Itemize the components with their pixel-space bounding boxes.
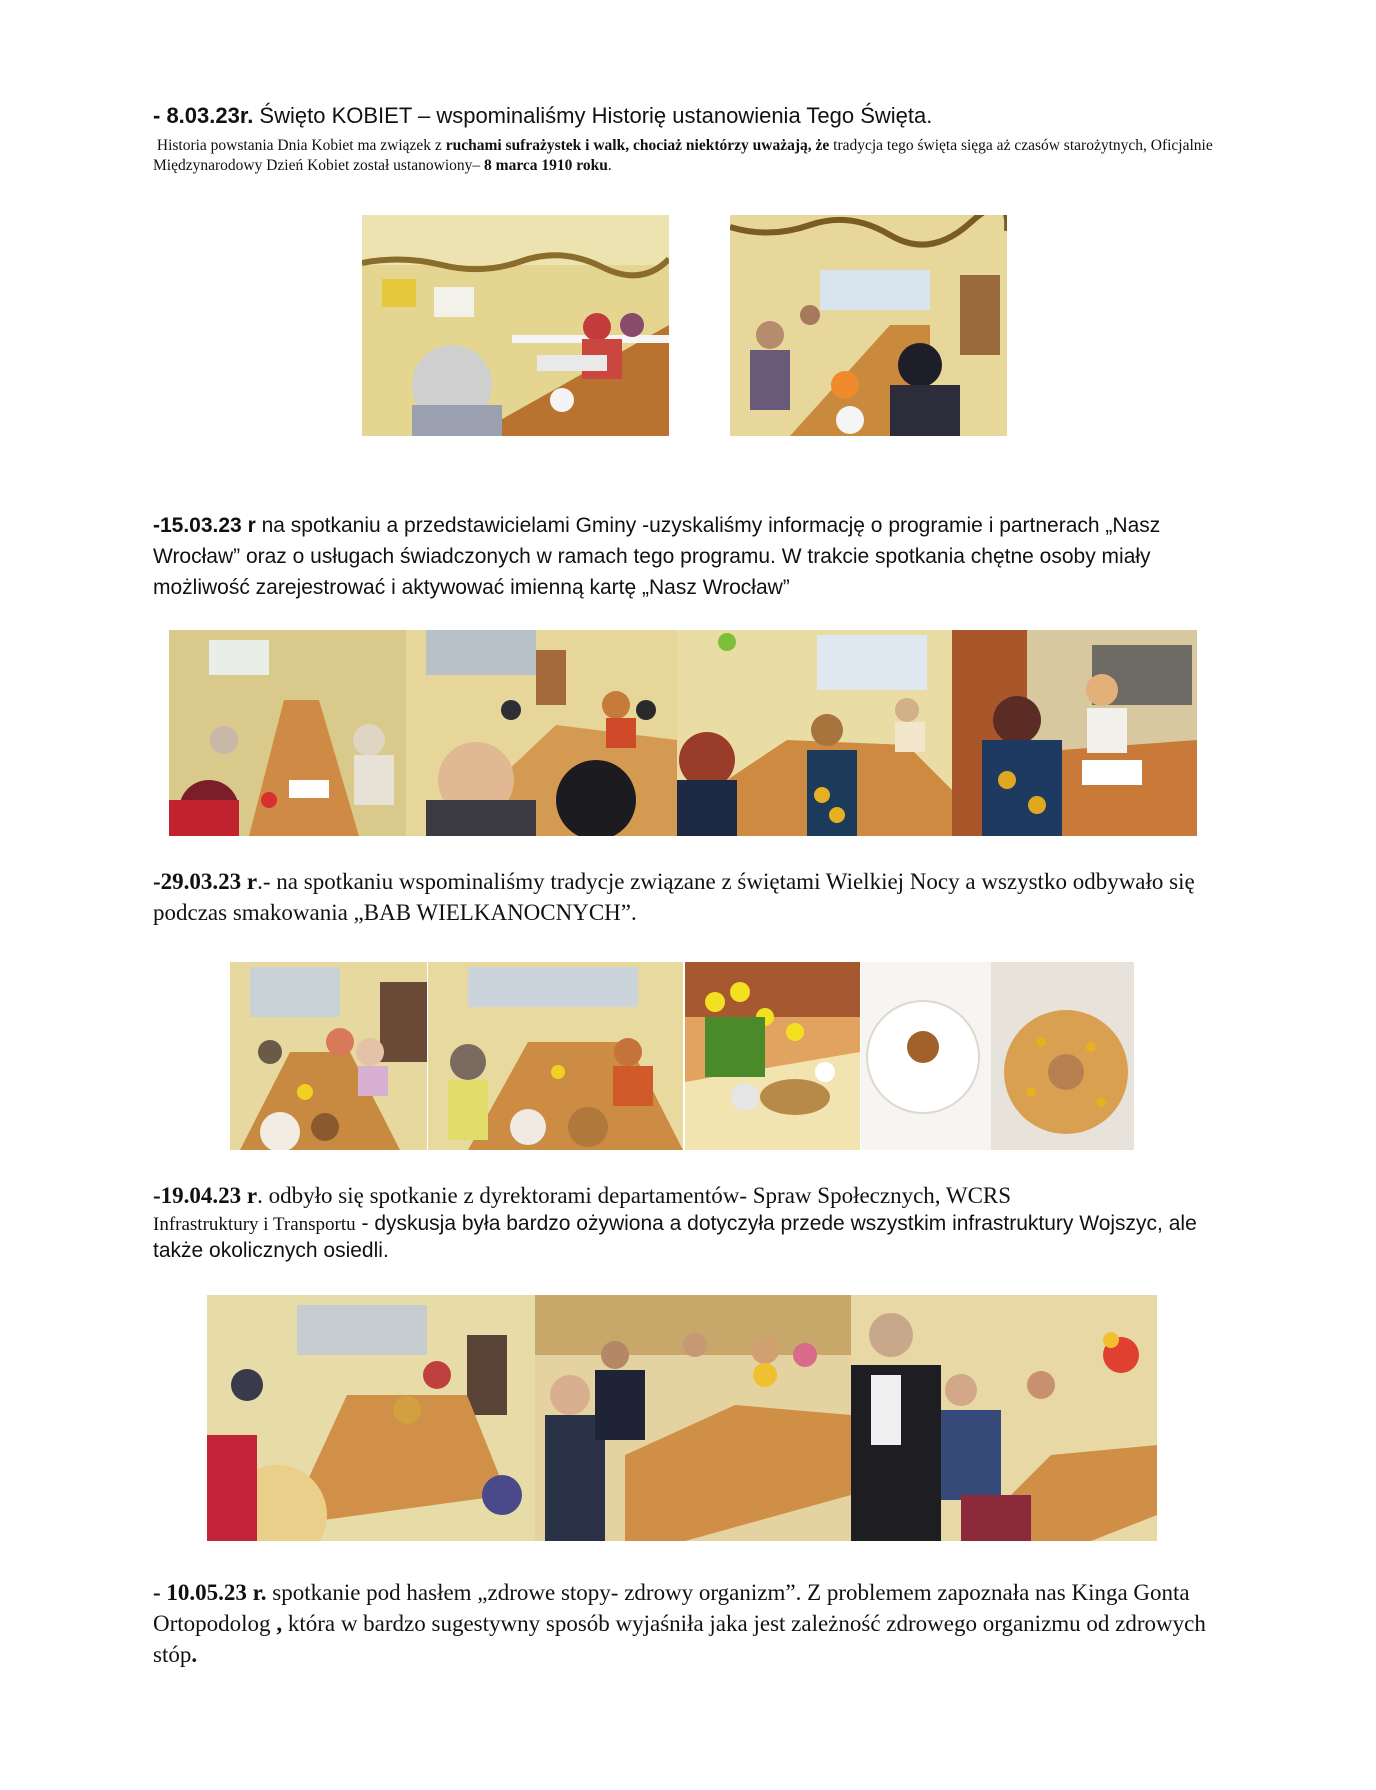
section-women-day-heading [153, 103, 1213, 129]
section-text: - dyskusja była bardzo ożywiona a dotyczyła przede wszystkim infrastruktury Wojszyc, ale także okolicznych osiedli. [153, 1212, 1197, 1262]
section-text: na spotkaniu a przedstawicielami Gminy -uzyskaliśmy informację o programie i partnerach „Nasz Wrocław” oraz o usługach świadczonych w ramach tego programu. W trakcie spotkania chętne osoby miały możliwość zarejestrować i aktywować imienną kartę „Nasz Wrocław” [153, 514, 1161, 599]
history-text: Historia powstania Dnia Kobiet ma związek z [156, 137, 446, 154]
section-line [153, 1181, 1213, 1211]
section-text: . odbyło się spotkanie z dyrektorami departamentów- Spraw Społecznych, WCRS [257, 1183, 1012, 1208]
section-text: Infrastruktury i Transportu [153, 1214, 356, 1235]
photo-nasz-wroclaw-3 [677, 630, 952, 836]
photo-directors-3 [851, 1295, 1157, 1541]
photo-women-day-1 [362, 215, 669, 436]
section-women-day-history [153, 136, 1213, 176]
section-text: która w bardzo sugestywny sposób wyjaśniła jaka jest zależność zdrowego organizmu od zdrowych stóp [153, 1611, 1206, 1667]
photo-directors-1 [207, 1295, 535, 1541]
section-title: Święto KOBIET – wspominaliśmy Historię ustanowienia Tego Święta. [253, 103, 933, 128]
photo-easter-1 [230, 962, 427, 1150]
section-date: -15.03.23 r [153, 514, 256, 537]
section-text: .- na spotkaniu wspominaliśmy tradycje związane z świętami Wielkiej Nocy a wszystko odbywało się podczas smakowania „BAB WIELKANOCNYCH”. [153, 869, 1195, 925]
section-date: -19.04.23 r [153, 1183, 258, 1208]
photo-women-day-2 [730, 215, 1007, 436]
photo-easter-flowers [685, 962, 860, 1150]
history-text: tradycja tego święta sięga aż czasów starożytnych, Oficjalnie Międzynarodowy Dzień Kobiet został ustanowiony– [153, 137, 1213, 174]
history-bold-date: 8 marca 1910 roku [484, 157, 608, 174]
section-line [153, 1211, 1213, 1264]
section-healthy-feet [153, 1577, 1213, 1670]
photo-nasz-wroclaw-4 [952, 630, 1197, 836]
section-comma: , [276, 1611, 283, 1636]
photo-easter-2 [428, 962, 683, 1150]
section-nasz-wroclaw [153, 510, 1203, 603]
section-date: - 8.03.23r. [153, 103, 254, 128]
section-easter-traditions [153, 866, 1213, 928]
section-text: spotkanie pod hasłem „zdrowe stopy- zdrowy organizm”. Z problemem zapoznała nas Kinga Gonta Ortopodolog [153, 1580, 1190, 1636]
history-text: . [607, 157, 612, 174]
section-end: . [191, 1642, 198, 1667]
photo-directors-2 [535, 1295, 851, 1541]
photo-nasz-wroclaw-1 [169, 630, 406, 836]
history-bold: ruchami sufrażystek i walk, chociaż niektórzy uważają, że [445, 137, 830, 154]
section-directors-meeting [153, 1181, 1213, 1264]
section-date: - 10.05.23 r. [153, 1580, 267, 1605]
photo-nasz-wroclaw-2 [406, 630, 677, 836]
photo-easter-cakes [861, 962, 1134, 1150]
section-date: -29.03.23 r [153, 869, 258, 894]
